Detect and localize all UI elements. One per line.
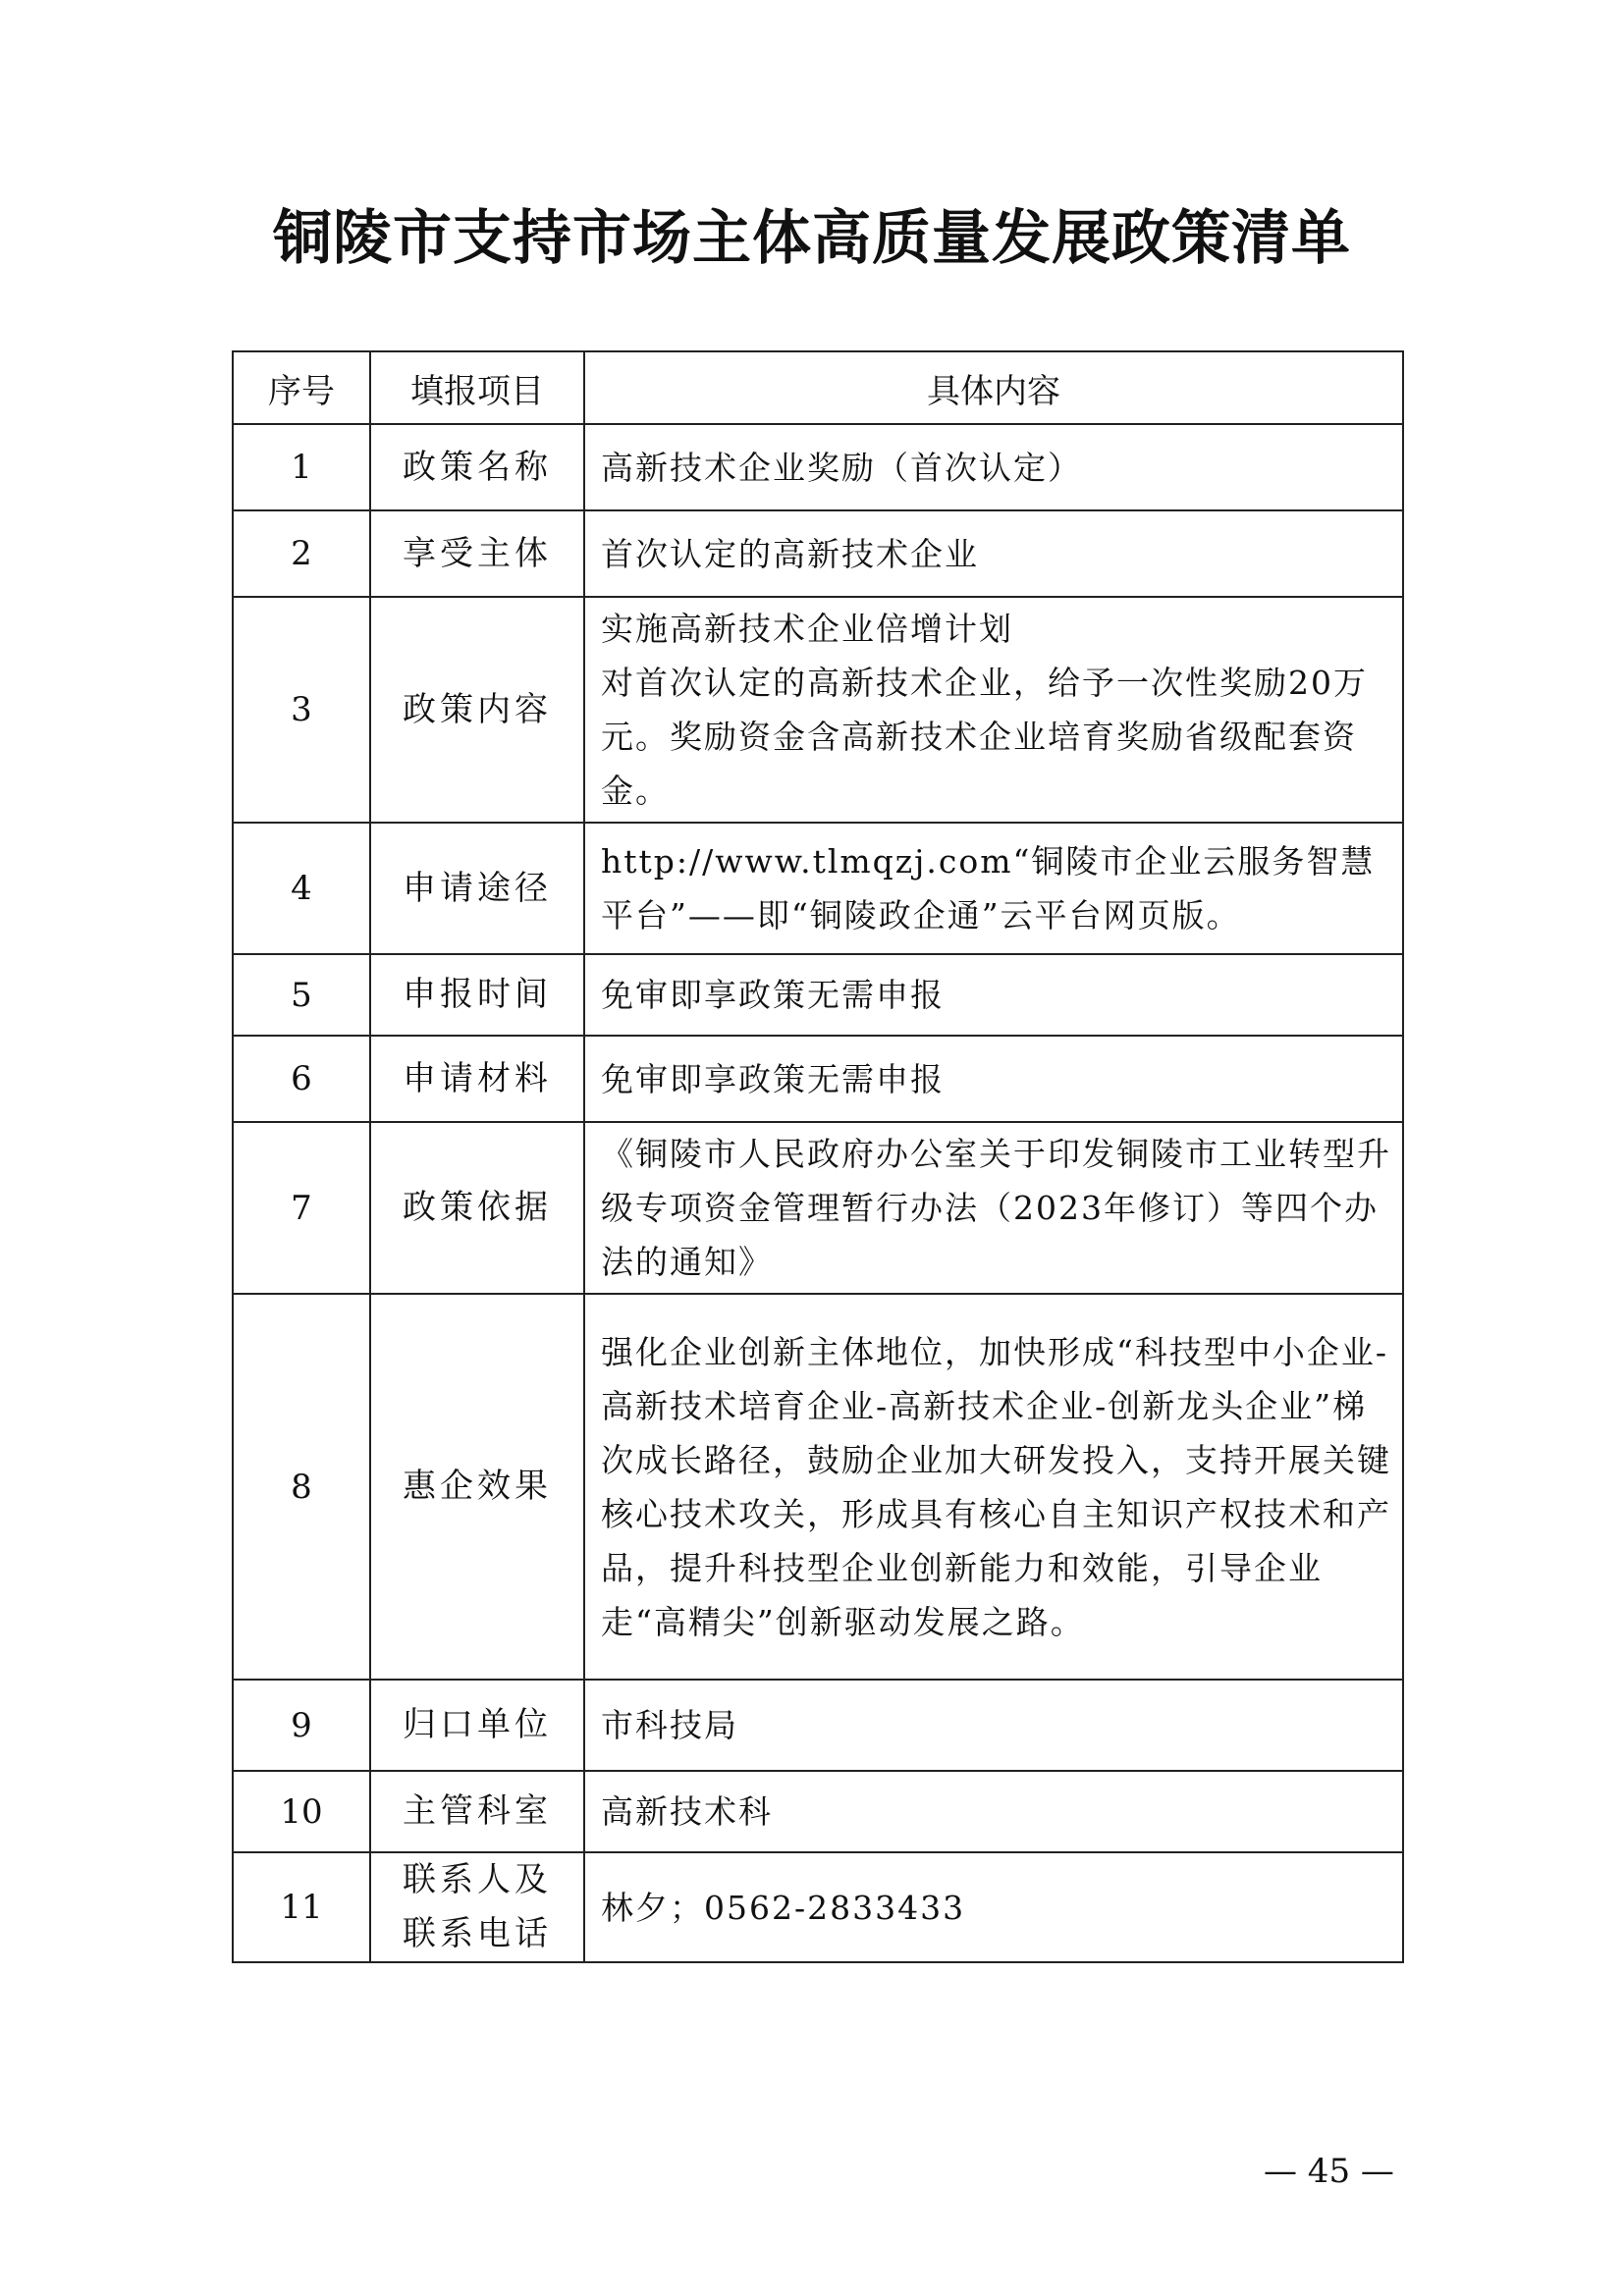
row-item: 政策内容	[370, 597, 584, 823]
row-content: 林夕；0562-2833433	[584, 1852, 1403, 1962]
table-row	[233, 1294, 1403, 1680]
row-number: 9	[233, 1680, 370, 1771]
row-content: 免审即享政策无需申报	[584, 1036, 1403, 1122]
row-number: 6	[233, 1036, 370, 1122]
row-item: 归口单位	[370, 1680, 584, 1771]
table-row	[233, 1852, 1403, 1962]
row-number: 3	[233, 597, 370, 823]
table-row	[233, 954, 1403, 1036]
table-row	[233, 597, 1403, 823]
table-row	[233, 823, 1403, 954]
row-number: 1	[233, 424, 370, 510]
row-item: 申请途径	[370, 823, 584, 954]
row-item: 政策名称	[370, 424, 584, 510]
row-item: 申请材料	[370, 1036, 584, 1122]
row-number: 10	[233, 1771, 370, 1852]
header-content: 具体内容	[584, 351, 1403, 424]
row-item: 主管科室	[370, 1771, 584, 1852]
row-number: 8	[233, 1294, 370, 1680]
table-row	[233, 424, 1403, 510]
table-header-row	[233, 351, 1403, 424]
row-number: 5	[233, 954, 370, 1036]
page-number: — 45 —	[1264, 2152, 1394, 2191]
row-content: 强化企业创新主体地位，加快形成“科技型中小企业-高新技术培育企业-高新技术企业-创新龙头企业”梯次成长路径，鼓励企业加大研发投入，支持开展关键核心技术攻关，形成具有核心自主知识产权技术和产品，提升科技型企业创新能力和效能，引导企业走“高精尖”创新驱动发展之路。	[584, 1294, 1403, 1680]
policy-table	[232, 350, 1404, 1963]
row-content: 免审即享政策无需申报	[584, 954, 1403, 1036]
row-content: 首次认定的高新技术企业	[584, 510, 1403, 597]
header-item: 填报项目	[370, 351, 584, 424]
table-row	[233, 1771, 1403, 1852]
row-item: 享受主体	[370, 510, 584, 597]
row-content: 《铜陵市人民政府办公室关于印发铜陵市工业转型升级专项资金管理暂行办法（2023年修订）等四个办法的通知》	[584, 1122, 1403, 1294]
row-number: 11	[233, 1852, 370, 1962]
row-number: 4	[233, 823, 370, 954]
table-row	[233, 1122, 1403, 1294]
row-item: 惠企效果	[370, 1294, 584, 1680]
table-row	[233, 1680, 1403, 1771]
row-content: 实施高新技术企业倍增计划 对首次认定的高新技术企业，给予一次性奖励20万元。奖励资金含高新技术企业培育奖励省级配套资金。	[584, 597, 1403, 823]
row-content: 高新技术科	[584, 1771, 1403, 1852]
row-number: 7	[233, 1122, 370, 1294]
table-row	[233, 510, 1403, 597]
row-item: 申报时间	[370, 954, 584, 1036]
page-title: 铜陵市支持市场主体高质量发展政策清单	[273, 204, 1351, 273]
row-content: 市科技局	[584, 1680, 1403, 1771]
row-item: 联系人及联系电话	[370, 1852, 584, 1962]
header-number: 序号	[233, 351, 370, 424]
row-item: 政策依据	[370, 1122, 584, 1294]
table-row	[233, 1036, 1403, 1122]
row-content: 高新技术企业奖励（首次认定）	[584, 424, 1403, 510]
row-content: http://www.tlmqzj.com“铜陵市企业云服务智慧平台”——即“铜陵政企通”云平台网页版。	[584, 823, 1403, 954]
row-number: 2	[233, 510, 370, 597]
